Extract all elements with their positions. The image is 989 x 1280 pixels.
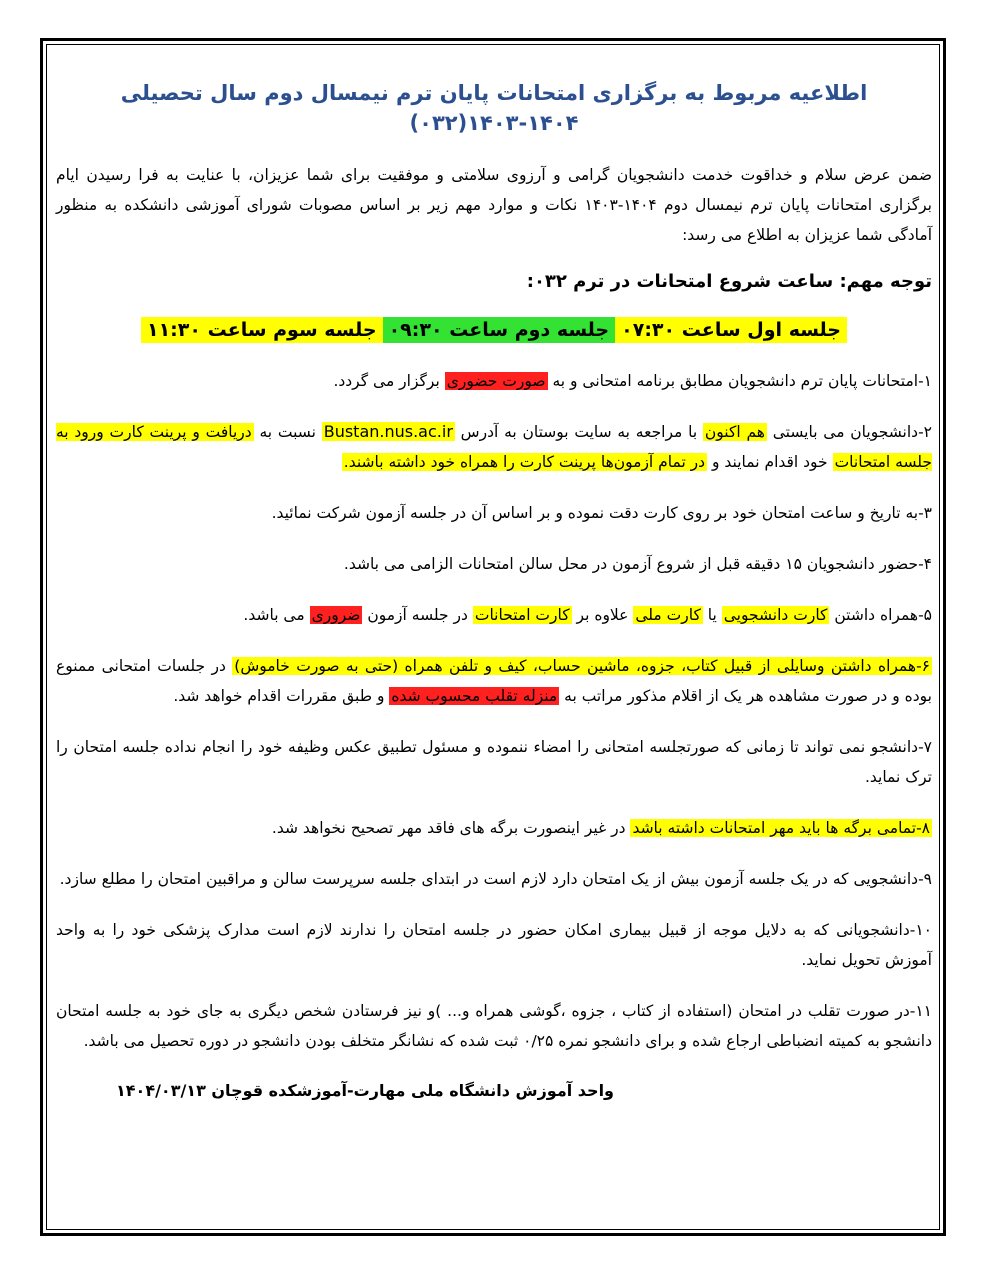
item-8: ۸-تمامی برگه ها باید مهر امتحانات داشته باشد در غیر اینصورت برگه های فاقد مهر تصحیح نخواهد شد. <box>271 819 930 837</box>
item-9: ۹-دانشجویی که در یک جلسه آزمون بیش از یک امتحان دارد لازم است در ابتدای جلسه سرپرست سالن و مراقبین امتحان را مطلع سازد. <box>59 870 932 888</box>
highlight-in-person: صورت حضوری <box>446 372 546 390</box>
item-4: ۴-حضور دانشجویان ۱۵ دقیقه قبل از شروع آزمون در محل سالن امتحانات الزامی می باشد. <box>343 555 932 573</box>
item-10: ۱۰-دانشجویانی که به دلایل موجه از قبیل بیماری امکان حضور در جلسه امتحان را ندارند لازم است مدارک پزشکی خود را به واحد آموزش تحویل نماید. <box>56 921 932 969</box>
session-third: جلسه سوم ساعت ۱۱:۳۰ <box>141 317 383 343</box>
signature-line: واحد آموزش دانشگاه ملی مهارت-آموزشکده قوچان ۱۴۰۴/۰۳/۱۳ <box>116 1081 614 1100</box>
highlight-now: هم اکنون <box>704 423 765 441</box>
note-heading: توجه مهم: ساعت شروع امتحانات در ترم ۰۳۲: <box>526 271 932 292</box>
announcement <box>56 78 932 1105</box>
highlight-forbidden-items: ۶-همراه داشتن وسایلی از قبیل کتاب، جزوه، ماشین حساب، کیف و تلفن همراه (حتی به صورت خاموش) <box>234 657 930 675</box>
highlight-carry-card: در تمام آزمون‌ها پرینت کارت را همراه خود داشته باشند. <box>343 453 706 471</box>
highlight-exam-card: کارت امتحانات <box>474 606 570 624</box>
highlight-cheating: منزله تقلب محسوب شده <box>391 687 558 705</box>
session-times <box>56 314 932 346</box>
session-first: جلسه اول ساعت ۰۷:۳۰ <box>615 317 847 343</box>
item-3: ۳-به تاریخ و ساعت امتحان خود بر روی کارت دقت نموده و بر اساس آن در جلسه آزمون شرکت نمائید. <box>271 504 932 522</box>
highlight-print-card: دریافت و پرینت کارت ورود به جلسه امتحانات <box>56 423 932 471</box>
item-7: ۷-دانشجو نمی تواند تا زمانی که صورتجلسه امتحانی را امضاء ننموده و مسئول تطبیق عکس وظیفه خود را انجام نداده جلسه امتحان را ترک نماید. <box>56 738 932 786</box>
item-2: ۲-دانشجویان می بایستی هم اکنون با مراجعه به سایت بوستان به آدرس Bustan.nus.ac.ir نسبت به دریافت و پرینت کارت ورود به جلسه امتحانات خود اقدام نمایند و در تمام آزمون‌ها پرینت کارت را همراه خود داشته باشند. <box>56 422 932 471</box>
item-5: ۵-همراه داشتن کارت دانشجویی یا کارت ملی علاوه بر کارت امتحانات در جلسه آزمون ضروری می باشد. <box>243 606 932 624</box>
bustan-link[interactable]: Bustan.nus.ac.ir <box>323 422 453 441</box>
highlight-national-card: کارت ملی <box>635 606 701 624</box>
item-11: ۱۱-در صورت تقلب در امتحان (استفاده از کتاب ، جزوه ،گوشی همراه و... )و نیز فرستادن شخص دیگری به جای خود به جلسه امتحان دانشجو به کمیته انضباطی ارجاع شده و برای دانشجو نمره ۰/۲۵ ثبت شده که نشانگر متخلف بودن دانشجو در دوره تحصیل می باشد. <box>56 1002 932 1050</box>
item-6: ۶-همراه داشتن وسایلی از قبیل کتاب، جزوه، ماشین حساب، کیف و تلفن همراه (حتی به صورت خاموش) در جلسات امتحانی ممنوع بوده و در صورت مشاهده هر یک از اقلام مذکور مراتب به منزله تقلب محسوب شده و طبق مقررات اقدام خواهد شد. <box>56 657 932 705</box>
session-second: جلسه دوم ساعت ۰۹:۳۰ <box>383 317 616 343</box>
highlight-student-card: کارت دانشجویی <box>723 606 828 624</box>
item-1: ۱-امتحانات پایان ترم دانشجویان مطابق برنامه امتحانی و به صورت حضوری برگزار می گردد. <box>333 372 932 390</box>
highlight-stamp: ۸-تمامی برگه ها باید مهر امتحانات داشته باشد <box>632 819 930 837</box>
intro-paragraph: ضمن عرض سلام و خداقوت خدمت دانشجویان گرامی و آرزوی سلامتی و موفقیت برای شما عزیزان، با عنایت به فرا رسیدن ایام برگزاری امتحانات پایان ترم نیمسال دوم ۱۴۰۴-۱۴۰۳ نکات و موارد مهم زیر بر اساس مصوبات شورای آموزشی دانشکده به منظور آمادگی شما عزیزان به اطلاع می رسد: <box>56 166 933 244</box>
page-title: اطلاعیه مربوط به برگزاری امتحانات پایان ترم نیمسال دوم سال تحصیلی ۱۴۰۴-۱۴۰۳(۰۳۲) <box>120 81 868 135</box>
highlight-mandatory: ضروری <box>311 606 361 624</box>
